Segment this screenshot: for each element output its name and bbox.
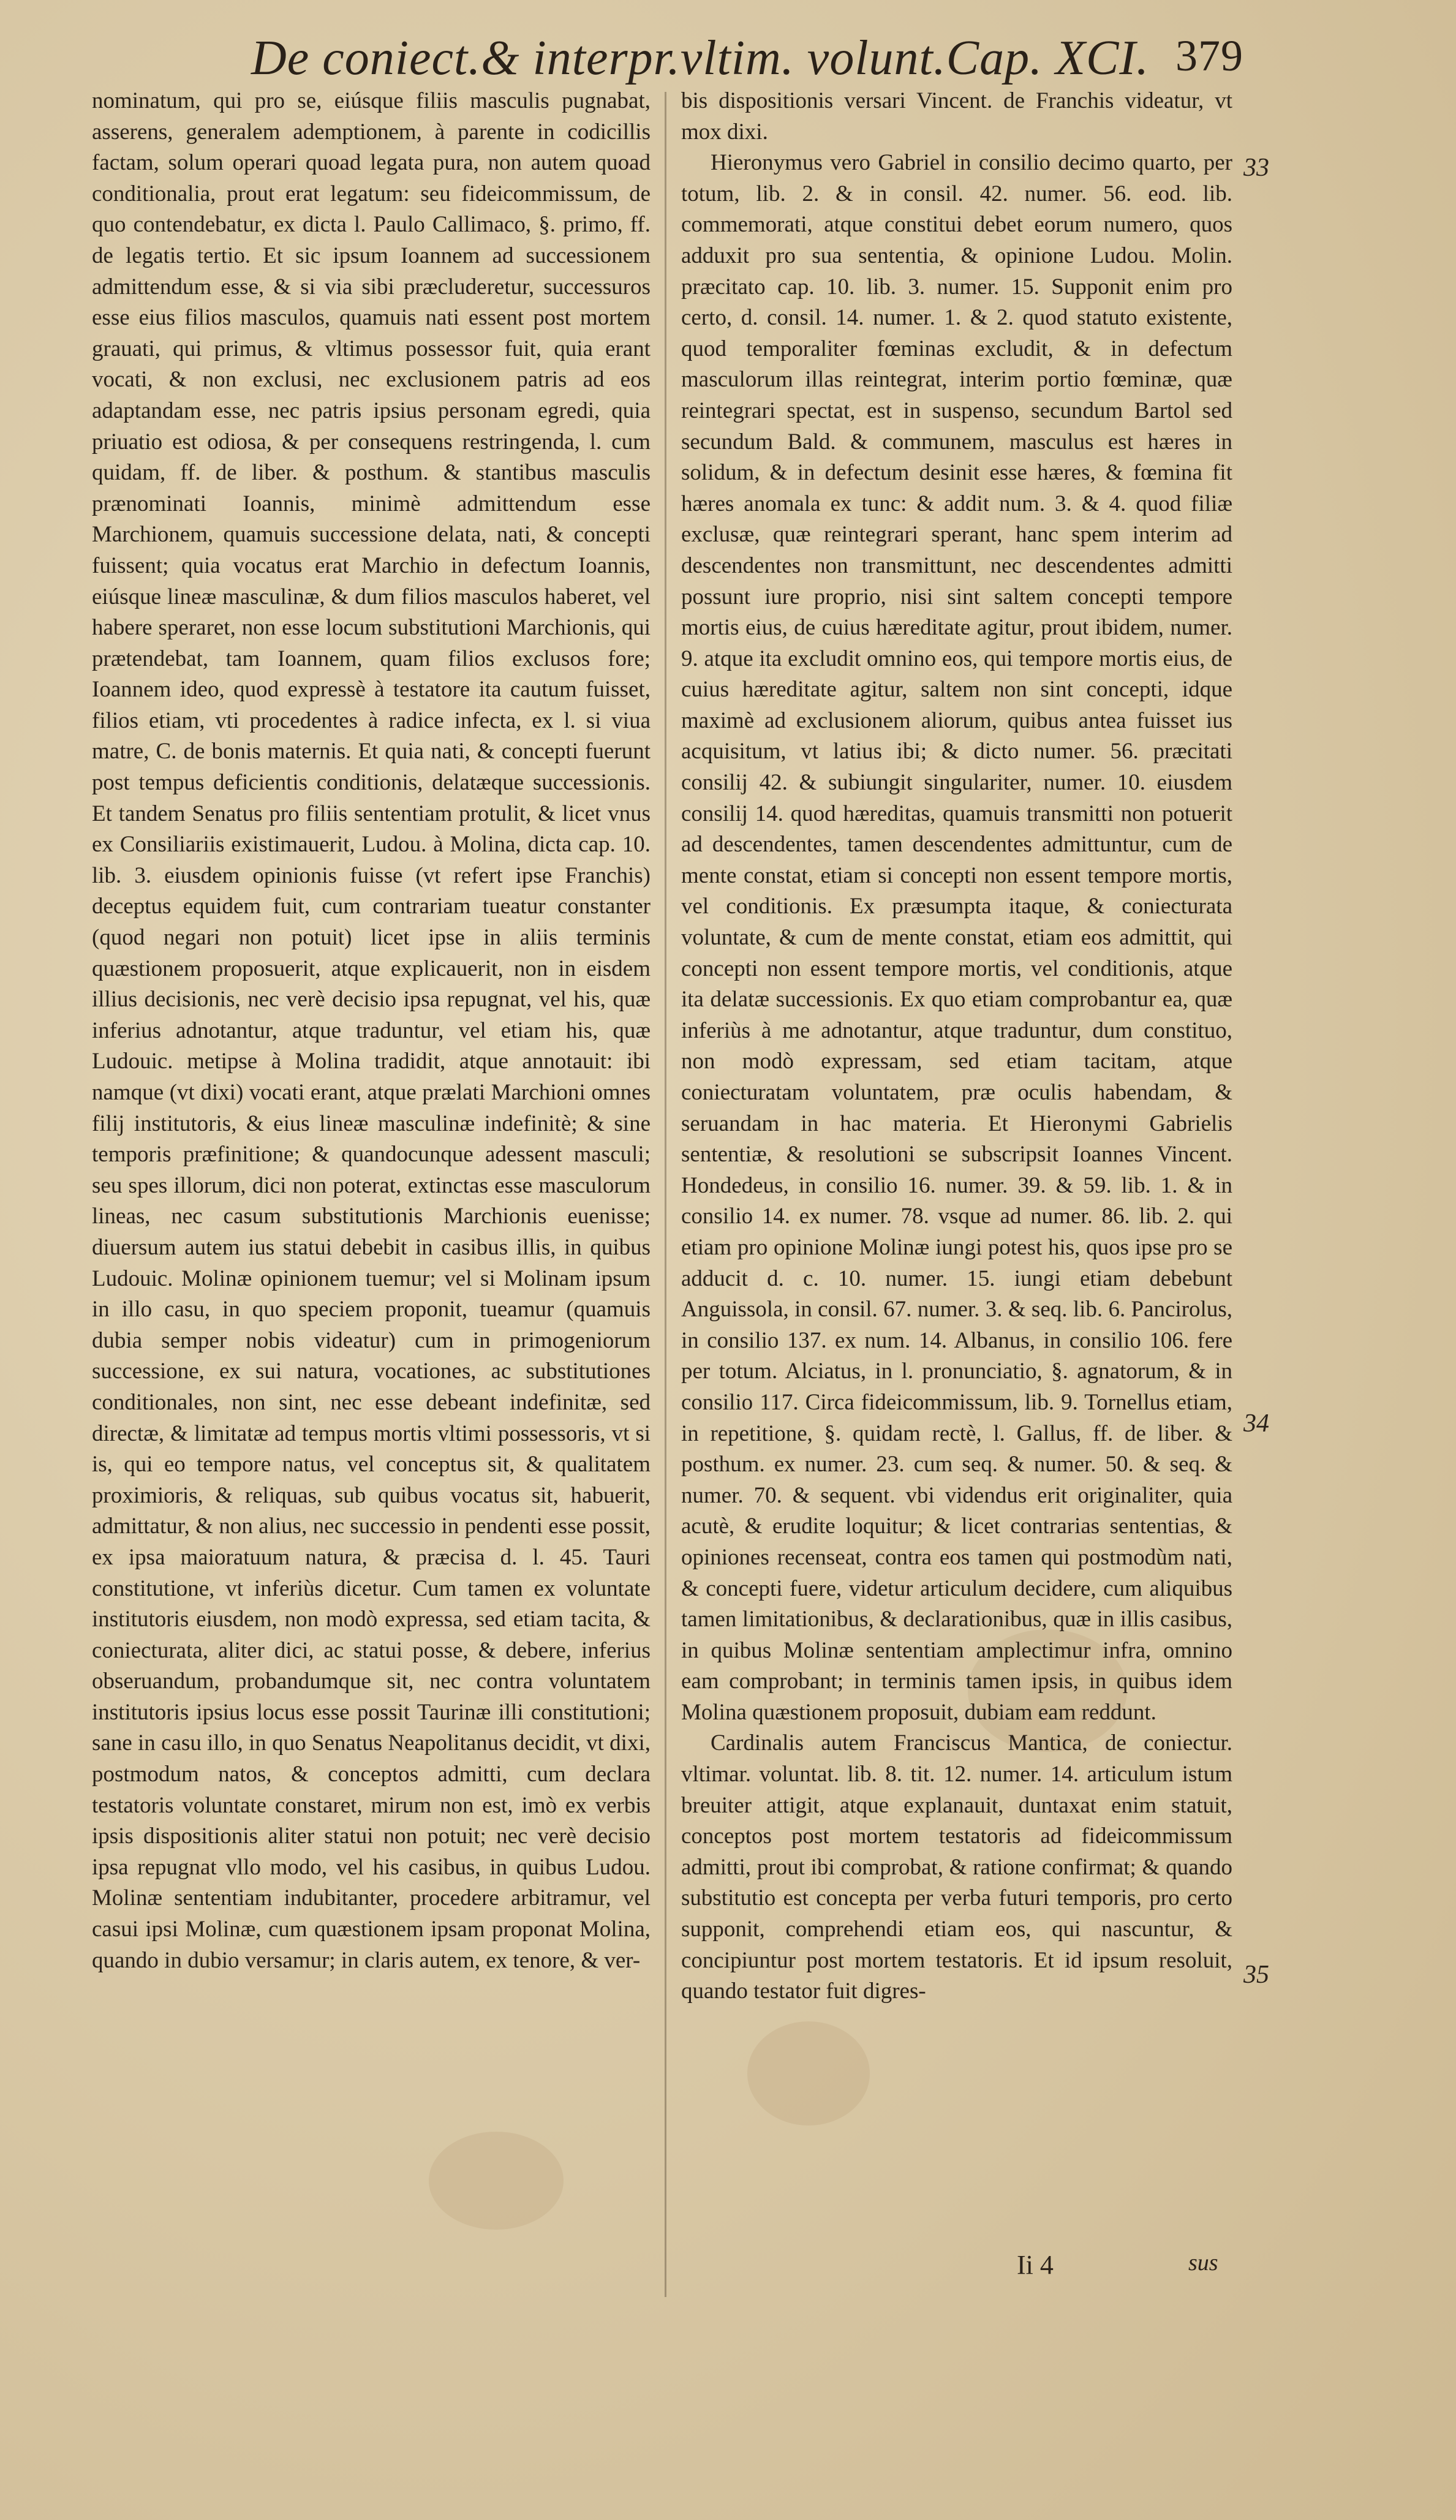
paragraph: Hieronymus vero Gabriel in consilio decimo quarto, per totum, lib. 2. & in consil. 42. numer. 56. eod. lib. commemorati, atque constitui debet eorum numero, quos adduxit pro sua sententia, & opinione Ludou. Molin. præcitato cap. 10. lib. 3. numer. 15. Supponit enim pro certo, d. consil. 14. numer. 1. & 2. quod statuto existente, quod temporaliter fœminas excludit, & in defectum masculorum illas reintegrat, interim portio fœminæ, quæ reintegrari spectat, est in suspenso, secundum Bartol sed secundum Bald. & communem, masculus est hæres in solidum, & in defectum desinit esse hæres, & fœmina fit hæres anomala ex tunc: & addit num. 3. & 4. quod filiæ exclusæ, quæ reintegrari sperant, hanc spem interim ad descendentes non transmittunt, nec descendentes admitti possunt iure proprio, nisi sint saltem concepti tempore mortis eius, de cuius hæreditate agitur, prout ibidem, numer. 9. atque ita excludit omnino eos, qui tempore mortis eius, de cuius hæreditate agitur, saltem non sint concepti, idque maximè ad exclusionem aliorum, quibus antea fuisset ius acquisitum, vt latius ibi; & dicto numer. 56. præcitati consilij 42. & subiungit singulariter, numer. 10. eiusdem consilij 14. quod hæreditas, quamuis transmitti non potuerit ad descendentes, tamen descendentes admittuntur, cum de mente constat, etiam si concepti non essent tempore mortis, vel conditionis. Ex præsumpta itaque, & coniecturata voluntate, & cum de mente constat, etiam eos admittit, qui concepti non essent tempore mortis, vel conditionis, atque ita delatæ successionis. Ex quo etiam comprobantur ea, quæ inferiùs à me adnotantur, atque traduntur, dum constituo, non modò expressam, sed etiam tacitam, atque coniecturatam voluntatem, præ oculis habendam, & seruandam in hac materia. Et Hieronymi Gabrielis sententiæ, & resolutioni se subscripsit Ioannes Vincent. Hondedeus, in consilio 16. numer. 39. & 59. lib. 1. & in consilio 14. ex numer. 78. vsque ad numer. 86. lib. 2. qui etiam pro opinione Molinæ iungi potest his, quos ipse pro se adducit d. c. 10. numer. 15. iungi etiam debebunt Anguissola, in consil. 67. numer. 3. & seq. lib. 6. Pancirolus, in consilio 137. ex num. 14. Albanus, in consilio 106. fere per totum. Alciatus, in l. pronunciatio, §. agnatorum, & in consilio 117. Circa fideicommissum, lib. 9. Tornellus etiam, in repetitione, §. quidam rectè, l. Gallus, ff. de liber. & posthum. ex numer. 23. cum seq. & numer. 50. & seq. & numer. 70. & sequent. vbi videndus erit originaliter, quia acutè, & erudite loquitur; & licet contrarias sententias, & opiniones recenseat, contra eos tamen qui postmodùm nati, & concepti fuere, videtur articulum decidere, cum aliquibus tamen limitationibus, & declarationibus, quæ in illis casibus, in quibus Molinæ sententiam amplectimur infra, omnino eam comprobant; in terminis tamen ipsis, in quibus idem Molina quæstionem proposuit, dubiam eam reddunt.: [681, 150, 1232, 1725]
running-header: [251, 25, 1243, 92]
running-title: De coniect.& interpr.vltim. volunt.Cap. XCI.: [251, 31, 1149, 85]
margin-number: 35: [1243, 1961, 1269, 1989]
right-column: [681, 86, 1232, 2303]
paragraph: Cardinalis autem Franciscus Mantica, de coniectur. vltimar. voluntat. lib. 8. tit. 12. numer. 14. articulum istum breuiter attigit, atque explanauit, duntaxat enim statuit, conceptos post mortem testatoris ad fideicommissum admitti, prout ibi comprobat, & ratione confirmat; & quando substitutio est concepta per verba futuri temporis, pro certo supponit, comprehendi etiam eos, qui nascuntur, & concipiuntur post mortem testatoris. Et id ipsum resoluit, quando testator fuit digres-: [681, 1730, 1232, 2004]
catchword: sus: [1188, 2250, 1218, 2276]
column-divider: [665, 92, 666, 2297]
paragraph: nominatum, qui pro se, eiúsque filiis masculis pugnabat, asserens, generalem ademptionem, à parente in codicillis factam, solum operari quoad legata pura, non autem quoad conditionalia, prout erat legatum: seu fideicommissum, de quo contendebatur, ex dicta l. Paulo Callimaco, §. primo, ff. de legatis tertio. Et sic ipsum Ioannem ad successionem admittendum esse, & si via sibi præcluderetur, successuros esse eius filios masculos, quamuis nati essent post mortem grauati, qui primus, & vltimus possessor fuit, quia erant vocati, & non exclusi, nec exclusionem patris ad eos adaptandam esse, nec patris ipsius personam egredi, quia priuatio est odiosa, & per consequens restringenda, l. cum quidam, ff. de liber. & posthum. & stantibus masculis prænominati Ioannis, minimè admittendum esse Marchionem, quamuis successione delata, nati, & concepti fuissent; quia vocatus erat Marchio in defectum Ioannis, eiúsque lineæ masculinæ, & dum filios masculos haberet, vel habere speraret, non esse locum substitutioni Marchionis, qui prætendebat, tam Ioannem, quam filios exclusos fore; Ioannem ideo, quod expressè à testatore ita cautum fuisset, filios etiam, vti procedentes à radice infecta, ex l. si viua matre, C. de bonis maternis. Et quia nati, & concepti fuerunt post tempus deficientis conditionis, delatæque successionis. Et tandem Senatus pro filiis sententiam protulit, & licet vnus ex Consiliariis existimauerit, Ludou. à Molina, dicta cap. 10. lib. 3. eiusdem opinionis fuisse (vt refert ipse Franchis) deceptus equidem fuit, cum contrariam tueatur constanter (quod negari non potuit) licet ipse in aliis terminis quæstionem proposuerit, atque explicauerit, non in eisdem illius decisionis, nec verè decisio ipsa repugnat, vel his, quæ inferius adnotantur, atque traduntur, vel etiam his, quæ Ludouic. metipse à Molina tradidit, atque annotauit: ibi namque (vt dixi) vocati erant, atque prælati Marchioni omnes filij institutoris, & eius lineæ masculinæ indefinitè; & sine temporis præfinitione; & quandocunque adessent masculi; seu spes illorum, dici non poterat, extinctas esse masculorum lineas, nec casum substitutionis Marchionis euenisse; diuersum autem ius statui debebit in casibus illis, in quibus Ludouic. Molinæ opinionem tuemur; vel si Molinam ipsum in illo casu, in quo speciem proponit, tueamur (quamuis dubia semper nobis videatur) cum in primogeniorum successione, ex sui natura, vocationes, ac substitutiones conditionales, non sint, nec esse debeant indefinitæ, sed directæ, & limitatæ ad tempus mortis vltimi possessoris, vt si is, qui eo tempore natus, vel conceptus sit, & qualitatem proximioris, & reliquas, sub quibus vocatus sit, habuerit, admittatur, & non alius, nec successio in pendenti esse possit, ex ipsa maioratuum natura, & præcisa d. l. 45. Tauri constitutione, vt inferiùs dicetur. Cum tamen ex voluntate institutoris eiusdem, non modò expressa, sed etiam tacita, & coniecturata, aliter dici, ac statui posse, & debere, inferius obseruandum, probandumque sit, nec contra voluntatem institutoris ipsius locus esse possit Taurinæ illi constitutioni; sane in casu illo, in quo Senatus Neapolitanus decidit, vt dixi, postmodum natos, & conceptos admitti, cum declara testatoris voluntate constaret, mirum non est, imò ex verbis ipsis dispositionis aliter statui non potuit; nec verè decisio ipsa repugnat vllo modo, vel his casibus, in quibus Ludou. Molinæ sententiam indubitanter, procedere arbitramur, vel casui ipsi Molinæ, cum quæstionem ipsam proponat Molina, quando in dubio versamur; in claris autem, ex tenore, & ver-: [92, 88, 651, 1973]
margin-number: 34: [1243, 1409, 1269, 1438]
page-number: 379: [1175, 31, 1243, 80]
left-column: [92, 86, 651, 2303]
paragraph: bis dispositionis versari Vincent. de Franchis videatur, vt mox dixi.: [681, 88, 1232, 145]
signature-mark: Ii 4: [1017, 2250, 1054, 2280]
margin-number: 33: [1243, 154, 1269, 182]
